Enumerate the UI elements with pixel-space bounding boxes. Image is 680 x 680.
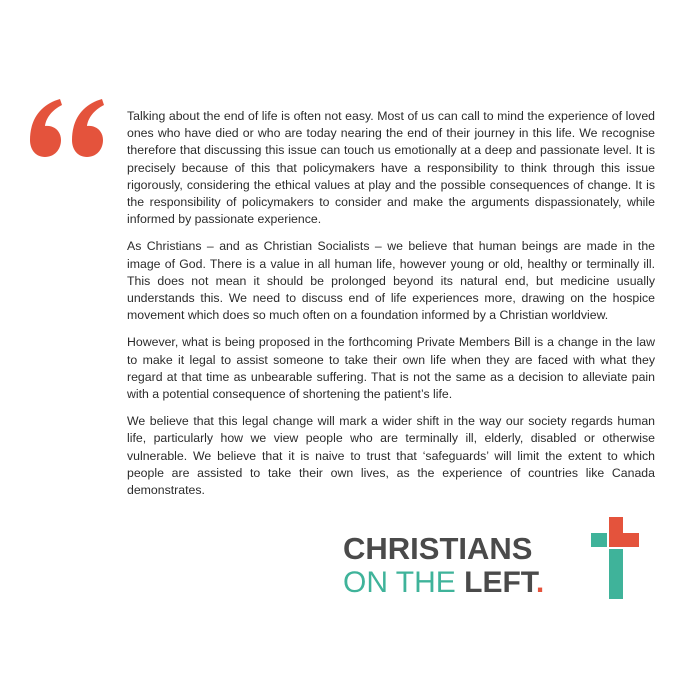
logo-line-christians: CHRISTIANS [343, 531, 533, 566]
paragraph-4: We believe that this legal change will mark a wider shift in the way our society regards human life, particularly how we view people who are terminally ill, elderly, disabled or otherwise vulnerable. We believe that it is naive to trust that ‘safeguards’ will limit the extent to which people are assisted to take their own lives, as the experience of countries like Canada demonstrates. [127, 414, 655, 498]
christians-on-the-left-logo [343, 517, 643, 601]
logo-left: LEFT [464, 566, 536, 599]
statement-text [127, 108, 655, 509]
paragraph-3: However, what is being proposed in the forthcoming Private Members Bill is a change in the law to make it legal to assist someone to take their own life when they are faced with what they regard at that time as unbearable suffering. That is not the same as a decision to alleviate pain with a potential consequence of shortening the patient’s life. [127, 335, 655, 402]
logo-line-on-the-left [343, 566, 544, 600]
logo-dot: . [535, 566, 545, 599]
logo-on-the: ON THE [343, 566, 465, 599]
cross-icon [591, 517, 639, 599]
open-quote-icon [26, 96, 110, 160]
paragraph-1: Talking about the end of life is often not easy. Most of us can call to mind the experience of loved ones who have died or who are today nearing the end of their journey in this life. We recognise therefore that discussing this issue can touch us emotionally at a deep and passionate level. It is precisely because of this that policymakers have a responsibility to think through this issue rigorously, considering the ethical values at play and the possible consequences of change. It is the responsibility of policymakers to consider and make the arguments dispassionately, while informed by passionate experience. [127, 109, 655, 227]
paragraph-2: As Christians – and as Christian Socialists – we believe that human beings are made in the image of God. There is a value in all human life, however young or old, healthy or terminally ill. This does not mean it should be prolonged beyond its natural end, but medicine usually understands this. We need to discuss end of life experiences more, drawing on the hospice movement which does so much often on a foundation informed by a Christian worldview. [127, 239, 655, 323]
